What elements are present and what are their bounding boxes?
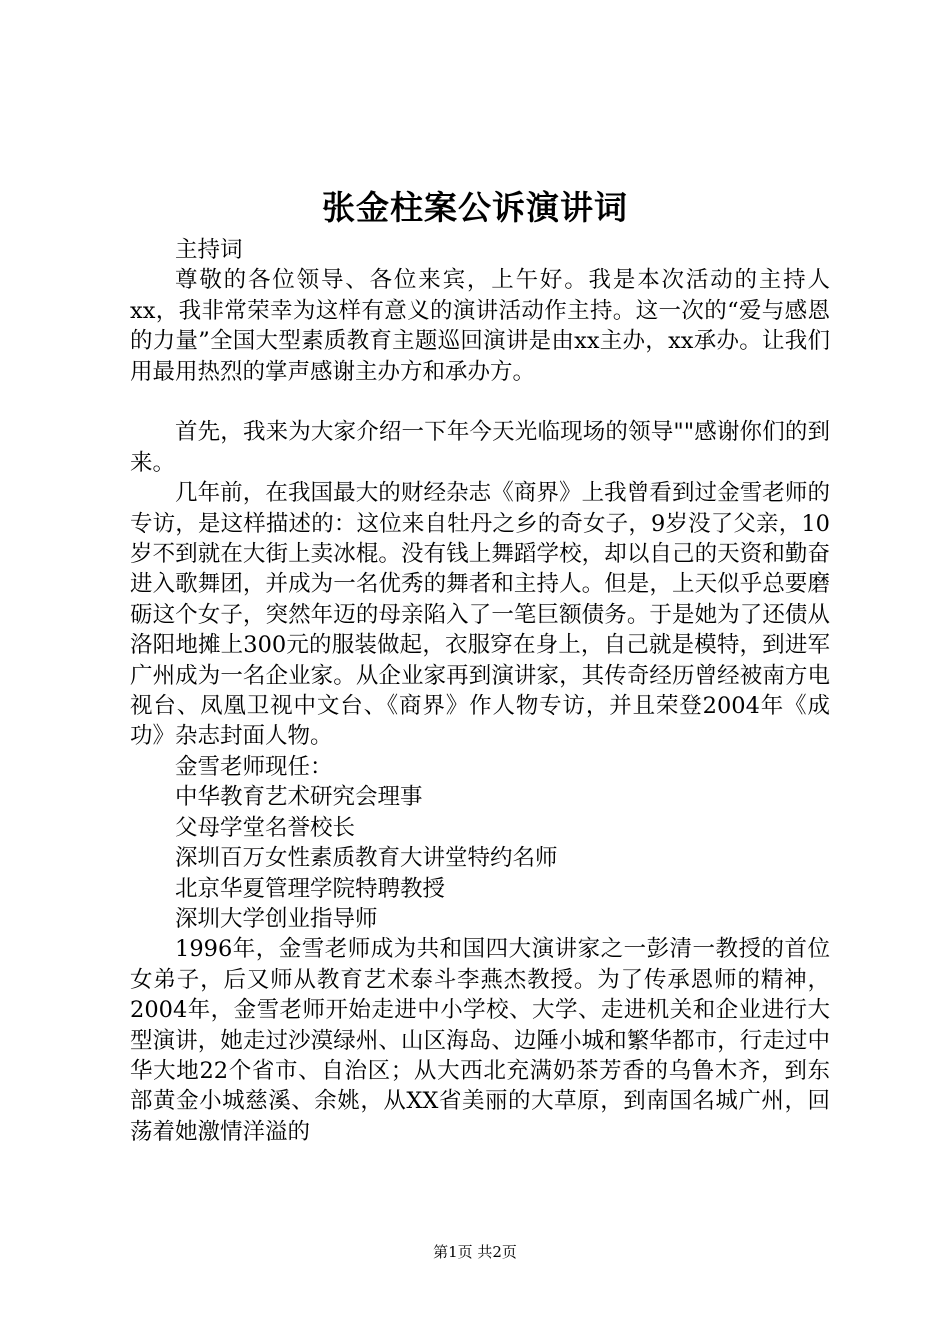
paragraph-introduce-leaders: 首先，我来为大家介绍一下年今天光临现场的领导""感谢你们的到来。: [130, 419, 830, 476]
paragraph-biography: 几年前，在我国最大的财经杂志《商界》上我曾看到过金雪老师的专访，是这样描述的：这位来自牡丹之乡的奇女子，9岁没了父亲，10岁不到就在大街上卖冰棍。没有钱上舞蹈学校，却以自己的天资和勤奋进入歌舞团，并成为一名优秀的舞者和主持人。但是，上天似乎总要磨砺这个女子，突然年迈的母亲陷入了一笔巨额债务。于是她为了还债从洛阳地摊上300元的服装做起，衣服穿在身上，自己就是模特，到进军广州成为一名企业家。从企业家再到演讲家，其传奇经历曾经被南方电视台、凤凰卫视中文台、《商界》作人物专访，并且荣登2004年《成功》杂志封面人物。: [130, 480, 830, 750]
paragraph-greeting: 尊敬的各位领导、各位来宾，上午好。我是本次活动的主持人xx，我非常荣幸为这样有意义的演讲活动作主持。这一次的“爱与感恩的力量”全国大型素质教育主题巡回演讲是由xx主办，xx承办。让我们用最用热烈的掌声感谢主办方和承办方。: [130, 267, 830, 385]
document-title: 张金柱案公诉演讲词: [322, 188, 628, 227]
position-item: 父母学堂名誉校长: [175, 814, 356, 841]
page-number-footer: 第1页 共2页: [433, 1243, 517, 1261]
position-item: 中华教育艺术研究会理事: [175, 784, 423, 811]
paragraph-current-positions: 金雪老师现任：: [175, 753, 333, 780]
blank-line: [130, 387, 830, 417]
position-item: 北京华夏管理学院特聘教授: [175, 875, 446, 902]
paragraph-host-heading: 主持词: [175, 237, 243, 263]
position-item: 深圳大学创业指导师: [175, 905, 378, 932]
paragraph-speaking-history: 1996年，金雪老师成为共和国四大演讲家之一彭清一教授的首位女弟子，后又师从教育艺术泰斗李燕杰教授。为了传承恩师的精神，2004年，金雪老师开始走进中小学校、大学、走进机关和企业进行大型演讲，她走过沙漠绿州、山区海岛、边陲小城和繁华都市，行走过中华大地22个省市、自治区；从大西北充满奶茶芳香的乌鲁木齐，到东部黄金小城慈溪、余姚，从XX省美丽的大草原，到南国名城广州，回荡着她激情洋溢的: [130, 936, 830, 1145]
position-item: 深圳百万女性素质教育大讲堂特约名师: [175, 845, 558, 872]
document-body: [130, 235, 830, 1147]
